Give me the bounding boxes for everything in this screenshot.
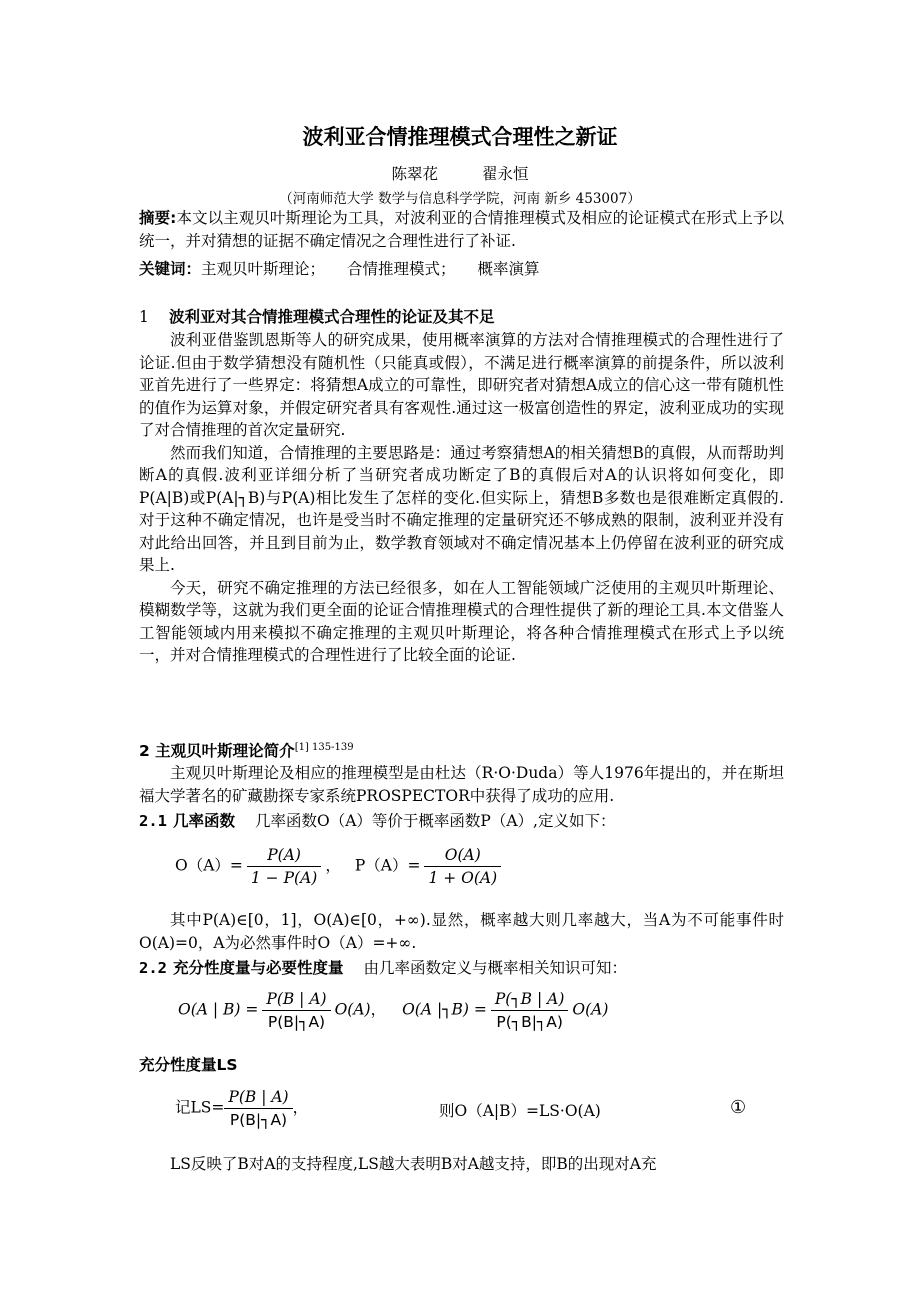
abstract-text: 本文以主观贝叶斯理论为工具，对波利亚的合情推理模式及相应的论证模式在形式上予以统一，并对猜想的证据不确定情况之合理性进行了补证. xyxy=(139,209,784,250)
paragraph: 主观贝叶斯理论及相应的推理模型是由杜达（R·O·Duda）等人1976年提出的，并在斯坦福大学著名的矿藏勘探专家系统PROSPECTOR中获得了成功的应用. xyxy=(139,764,784,805)
formula-denominator: 1 + O(A) xyxy=(428,869,498,887)
paragraph: 波利亚借鉴凯恩斯等人的研究成果，使用概率演算的方法对合情推理模式的合理性进行了论证.但由于数学猜想没有随机性（只能真或假），不满足进行概率演算的前提条件，所以波利亚首先进行了一些界定：将猜想A成立的可靠性，即研究者对猜想A成立的信心这一带有随机性的值作为运算对象，并假定研究者具有客观性.通过这一极富创造性的界定，波利亚成功的实现了对合情推理的首次定量研究. xyxy=(139,331,784,439)
author-name: 翟永恒 xyxy=(482,165,529,183)
section-title: 波利亚对其合情推理模式合理性的论证及其不足 xyxy=(169,308,495,326)
formula-odds-definition xyxy=(175,846,505,887)
equation-marker: ① xyxy=(730,1097,747,1118)
authors xyxy=(0,162,920,184)
subsection-title: 几率函数 xyxy=(173,812,236,830)
paragraph: 然而我们知道，合情推理的主要思路是：通过考察猜想A的相关猜想B的真假，从而帮助判断A的真假.波利亚详细分析了当研究者成功断定了B的真假后对A的认识将如何变化，即P(A|B)或P(A|┐B)与P(A)相比发生了怎样的变化.但实际上，猜想B多数也是很难断定真假的.对于这种不确定情况，也许是受当时不确定推理的定量研究还不够成熟的限制，波利亚并没有对此给出回答，并且到目前为止，数学教育领域对不确定情况基本上仍停留在波利亚的研究成果上. xyxy=(139,443,784,574)
subsection-number: 2.1 xyxy=(139,812,167,830)
formula-lhs: O（A）= xyxy=(175,856,243,875)
formula-denominator: 1 − P(A) xyxy=(250,869,318,887)
formula-separator: ， xyxy=(325,856,341,875)
section-2-1 xyxy=(139,810,784,833)
section-1-body xyxy=(139,329,784,667)
keywords xyxy=(139,258,784,281)
subsection-title: 充分性度量与必要性度量 xyxy=(173,959,344,977)
subsection-number: 2.2 xyxy=(139,959,167,977)
formula-denominator: P(B|┐A) xyxy=(229,1111,288,1129)
affiliation: （河南师范大学 数学与信息科学学院，河南 新乡 453007） xyxy=(279,191,641,207)
paper-title: 波利亚合情推理模式合理性之新证 xyxy=(302,125,618,149)
formula-ls-definition xyxy=(175,1088,308,1129)
formula-rhs: O(A) xyxy=(334,1000,371,1019)
subsection-text: 由几率函数定义与概率相关知识可知： xyxy=(363,959,628,977)
formula-numerator: O(A) xyxy=(424,846,501,867)
section-2-heading xyxy=(139,737,784,763)
ls-heading xyxy=(139,1054,784,1077)
ls-rule: 则O（A|B）=LS·O(A) xyxy=(439,1102,601,1120)
keyword: 主观贝叶斯理论； xyxy=(201,260,326,278)
paragraph: LS反映了B对A的支持程度,LS越大表明B对A越支持，即B的出现对A充 xyxy=(170,1155,657,1173)
formula-lhs: 记LS= xyxy=(175,1098,225,1117)
abstract xyxy=(139,207,784,252)
formula-denominator: P(B|┐A) xyxy=(267,1013,326,1031)
ls-heading-text: 充分性度量LS xyxy=(139,1056,238,1074)
keyword: 合情推理模式； xyxy=(347,260,456,278)
citation: [1] 135-139 xyxy=(294,742,354,753)
paragraph: 今天，研究不确定推理的方法已经很多，如在人工智能领域广泛使用的主观贝叶斯理论、模糊数学等，这就为我们更全面的论证合情推理模式的合理性提供了新的理论工具.本文借鉴人工智能领域内用来模拟不确定推理的主观贝叶斯理论，将各种合情推理模式在形式上予以统一，并对合情推理模式的合理性进行了比较全面的论证. xyxy=(139,578,784,664)
formula-lhs: O(A | B) = xyxy=(178,1000,259,1019)
keywords-label: 关键词： xyxy=(139,260,202,278)
section-2-1-after xyxy=(139,909,784,954)
formula-separator: ， xyxy=(370,1000,387,1019)
abstract-label: 摘要: xyxy=(139,209,177,227)
formula-rhs: O(A) xyxy=(572,1000,609,1019)
section-2-2 xyxy=(139,957,784,980)
section-title: 2 主观贝叶斯理论简介 xyxy=(139,742,295,761)
section-number: 1 xyxy=(139,308,149,326)
formula-numerator: P(B | A) xyxy=(262,990,330,1011)
section-2-body xyxy=(139,762,784,807)
formula-numerator: P(B | A) xyxy=(224,1088,292,1109)
formula-separator: ， xyxy=(292,1098,309,1117)
subsection-text: 几率函数O（A）等价于概率函数P（A）,定义如下： xyxy=(255,812,616,830)
formula-denominator: P(┐B|┐A) xyxy=(496,1013,563,1031)
author-name: 陈翠花 xyxy=(391,165,438,183)
paragraph: 其中P(A)∈[0，1]，O(A)∈[0，+∞).显然，概率越大则几率越大，当A为不可能事件时O(A)=0，A为必然事件时O（A）=+∞. xyxy=(139,911,784,952)
formula-numerator: P(┐B | A) xyxy=(491,990,569,1011)
formula-lhs: O(A |┐B) = xyxy=(402,1000,487,1019)
section-1-heading xyxy=(139,306,784,329)
ls-text xyxy=(139,1153,784,1176)
keyword: 概率演算 xyxy=(477,260,540,278)
formula-posterior-odds xyxy=(178,990,608,1031)
formula-lhs: P（A）= xyxy=(354,856,421,875)
formula-numerator: P(A) xyxy=(247,846,321,867)
